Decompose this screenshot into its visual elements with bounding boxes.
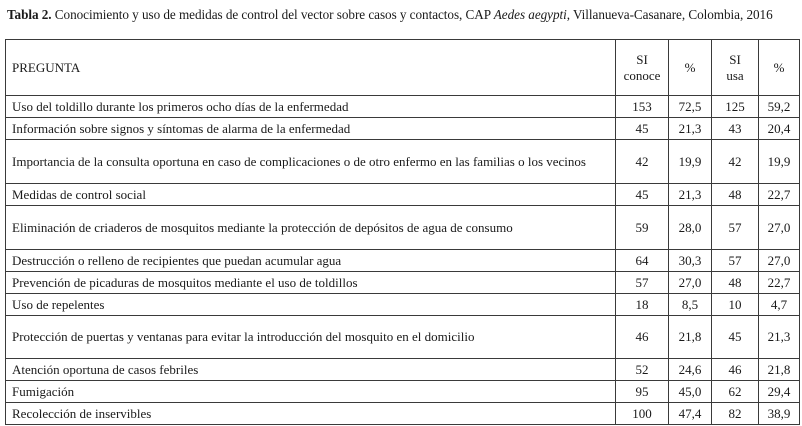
header-si-usa-line1: SI — [729, 51, 741, 67]
header-si-conoce-line2: conoce — [623, 67, 661, 83]
row-pct-conoce: 19,9 — [669, 140, 712, 184]
row-pct-usa: 21,8 — [759, 359, 800, 381]
row-si-conoce: 52 — [616, 359, 669, 381]
row-pct-usa: 27,0 — [759, 206, 800, 250]
table-row — [6, 184, 800, 206]
table-row — [6, 118, 800, 140]
table-row — [6, 272, 800, 294]
table-row — [6, 140, 800, 184]
row-si-usa: 10 — [712, 294, 759, 316]
row-si-usa: 42 — [712, 140, 759, 184]
table-row — [6, 294, 800, 316]
row-si-usa: 43 — [712, 118, 759, 140]
row-pregunta: Fumigación — [6, 381, 616, 403]
table-row — [6, 381, 800, 403]
row-si-conoce: 45 — [616, 118, 669, 140]
row-pregunta: Prevención de picaduras de mosquitos mediante el uso de toldillos — [6, 272, 616, 294]
row-si-usa: 46 — [712, 359, 759, 381]
row-pregunta: Protección de puertas y ventanas para evitar la introducción del mosquito en el domicilio — [6, 316, 616, 359]
row-si-usa: 125 — [712, 96, 759, 118]
row-pct-conoce: 21,8 — [669, 316, 712, 359]
row-pregunta: Atención oportuna de casos febriles — [6, 359, 616, 381]
row-pct-conoce: 28,0 — [669, 206, 712, 250]
row-pct-usa: 38,9 — [759, 403, 800, 425]
row-si-conoce: 64 — [616, 250, 669, 272]
row-si-conoce: 153 — [616, 96, 669, 118]
row-pct-usa: 20,4 — [759, 118, 800, 140]
table-row — [6, 96, 800, 118]
row-pct-usa: 22,7 — [759, 184, 800, 206]
row-pregunta: Importancia de la consulta oportuna en caso de complicaciones o de otro enfermo en las familias o los vecinos — [6, 140, 616, 184]
header-si-usa-line2: usa — [726, 67, 744, 83]
row-pct-conoce: 24,6 — [669, 359, 712, 381]
row-si-usa: 48 — [712, 272, 759, 294]
caption-label: Tabla 2. — [7, 7, 52, 22]
table-caption — [7, 7, 773, 23]
header-si-conoce — [616, 40, 669, 96]
row-si-conoce: 46 — [616, 316, 669, 359]
row-pct-conoce: 72,5 — [669, 96, 712, 118]
row-pct-usa: 19,9 — [759, 140, 800, 184]
header-si-usa — [712, 40, 759, 96]
table-row — [6, 316, 800, 359]
row-si-conoce: 100 — [616, 403, 669, 425]
table-header-row — [6, 40, 800, 96]
row-si-usa: 45 — [712, 316, 759, 359]
row-si-conoce: 95 — [616, 381, 669, 403]
row-pregunta: Eliminación de criaderos de mosquitos mediante la protección de depósitos de agua de consumo — [6, 206, 616, 250]
row-pct-conoce: 21,3 — [669, 184, 712, 206]
row-pregunta: Información sobre signos y síntomas de alarma de la enfermedad — [6, 118, 616, 140]
row-si-usa: 57 — [712, 250, 759, 272]
header-pct-usa: % — [759, 40, 800, 96]
row-si-usa: 82 — [712, 403, 759, 425]
row-si-conoce: 59 — [616, 206, 669, 250]
row-pct-conoce: 27,0 — [669, 272, 712, 294]
row-pct-usa: 4,7 — [759, 294, 800, 316]
row-pregunta: Uso del toldillo durante los primeros ocho días de la enfermedad — [6, 96, 616, 118]
row-si-conoce: 18 — [616, 294, 669, 316]
table-row — [6, 403, 800, 425]
row-pct-usa: 22,7 — [759, 272, 800, 294]
header-si-conoce-line1: SI — [636, 51, 648, 67]
header-pregunta: PREGUNTA — [6, 40, 616, 96]
table-row — [6, 359, 800, 381]
header-pct-conoce: % — [669, 40, 712, 96]
row-pct-usa: 29,4 — [759, 381, 800, 403]
row-pregunta: Destrucción o relleno de recipientes que puedan acumular agua — [6, 250, 616, 272]
row-si-conoce: 45 — [616, 184, 669, 206]
table-row — [6, 250, 800, 272]
table-row — [6, 206, 800, 250]
row-si-conoce: 42 — [616, 140, 669, 184]
row-si-usa: 57 — [712, 206, 759, 250]
caption-text-end: , Villanueva-Casanare, Colombia, 2016 — [566, 7, 773, 22]
caption-text: Conocimiento y uso de medidas de control del vector sobre casos y contactos, CAP — [51, 7, 494, 22]
row-pregunta: Medidas de control social — [6, 184, 616, 206]
row-si-usa: 48 — [712, 184, 759, 206]
row-pct-usa: 27,0 — [759, 250, 800, 272]
row-pct-usa: 59,2 — [759, 96, 800, 118]
row-pct-conoce: 45,0 — [669, 381, 712, 403]
row-pct-conoce: 21,3 — [669, 118, 712, 140]
results-table — [5, 39, 800, 425]
row-pregunta: Recolección de inservibles — [6, 403, 616, 425]
row-si-conoce: 57 — [616, 272, 669, 294]
row-pct-conoce: 47,4 — [669, 403, 712, 425]
row-pregunta: Uso de repelentes — [6, 294, 616, 316]
caption-species: Aedes aegypti — [493, 7, 567, 22]
row-si-usa: 62 — [712, 381, 759, 403]
row-pct-usa: 21,3 — [759, 316, 800, 359]
row-pct-conoce: 30,3 — [669, 250, 712, 272]
row-pct-conoce: 8,5 — [669, 294, 712, 316]
